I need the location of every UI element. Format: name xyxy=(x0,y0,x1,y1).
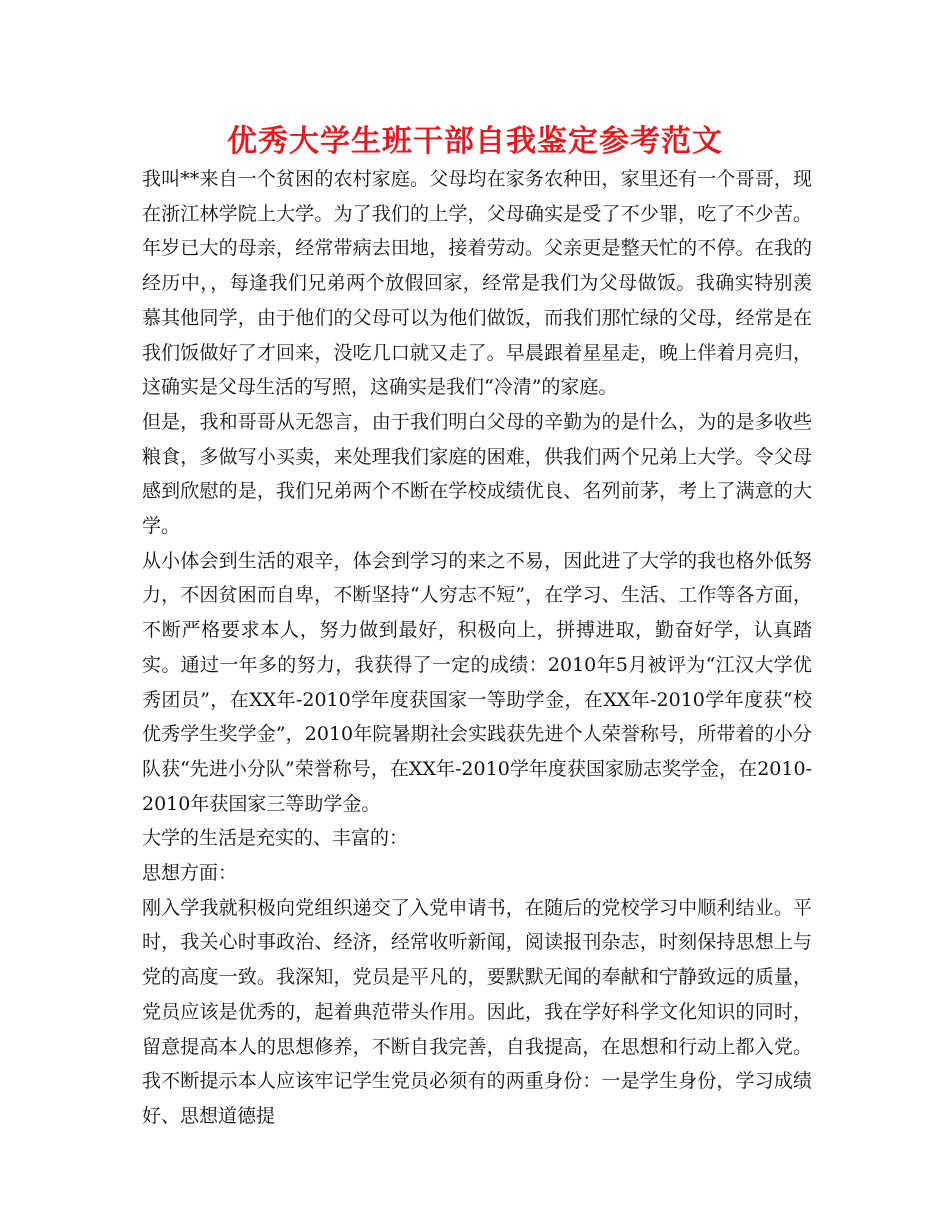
paragraph-family-background: 我叫**来自一个贫困的农村家庭。父母均在家务农种田，家里还有一个哥哥，现在浙江林学院上大学。为了我们的上学，父母确实是受了不少罪，吃了不少苦。年岁已大的母亲，经常带病去田地，接着劳动。父亲更是整天忙的不停。在我的经历中，，每逢我们兄弟两个放假回家，经常是我们为父母做饭。我确实特别羡慕其他同学，由于他们的父母可以为他们做饭，而我们那忙绿的父母，经常是在我们饭做好了才回来，没吃几口就又走了。早晨跟着星星走，晚上伴着月亮归，这确实是父母生活的写照，这确实是我们“冷清”的家庭。 xyxy=(142,168,812,399)
document-title: 优秀大学生班干部自我鉴定参考范文 xyxy=(227,124,723,159)
paragraph-achievements: 从小体会到生活的艰辛，体会到学习的来之不易，因此进了大学的我也格外低努力，不因贫困而自卑，不断坚持“人穷志不短”，在学习、生活、工作等各方面，不断严格要求本人，努力做到最好，积极向上，拼搏进取，勤奋好学，认真踏实。通过一年多的努力，我获得了一定的成绩：2010年5月被评为“江汉大学优秀团员”，在XX年-2010学年度获国家一等助学金，在XX年-2010学年度获“校优秀学生奖学金”，2010年院暑期社会实践获先进个人荣誉称号，所带着的小分队获“先进小分队”荣誉称号，在XX年-2010学年度获国家励志奖学金，在2010-2010年获国家三等助学金。 xyxy=(142,549,812,815)
document-body xyxy=(142,162,812,1134)
paragraph-no-complaints: 但是，我和哥哥从无怨言，由于我们明白父母的辛勤为的是什么，为的是多收些粮食，多做写小买卖，来处理我们家庭的困难，供我们两个兄弟上大学。令父母感到欣慰的是，我们兄弟两个不断在学校成绩优良、名列前茅，考上了满意的大学。 xyxy=(142,410,812,538)
paragraph-ideology-heading: 思想方面： xyxy=(142,862,238,885)
paragraph-party-application: 刚入学我就积极向党组织递交了入党申请书，在随后的党校学习中顺利结业。平时，我关心时事政治、经济，经常收听新闻，阅读报刊杂志，时刻保持思想上与党的高度一致。我深知，党员是平凡的，要默默无闻的奉献和宁静致远的质量，党员应该是优秀的，起着典范带头作用。因此，我在学好科学文化知识的同时，留意提高本人的思想修养，不断自我完善，自我提高，在思想和行动上都入党。我不断提示本人应该牢记学生党员必须有的两重身份：一是学生身份，学习成绩好、思想道德提 xyxy=(142,896,812,1127)
paragraph-university-life: 大学的生活是充实的、丰富的： xyxy=(142,827,409,850)
